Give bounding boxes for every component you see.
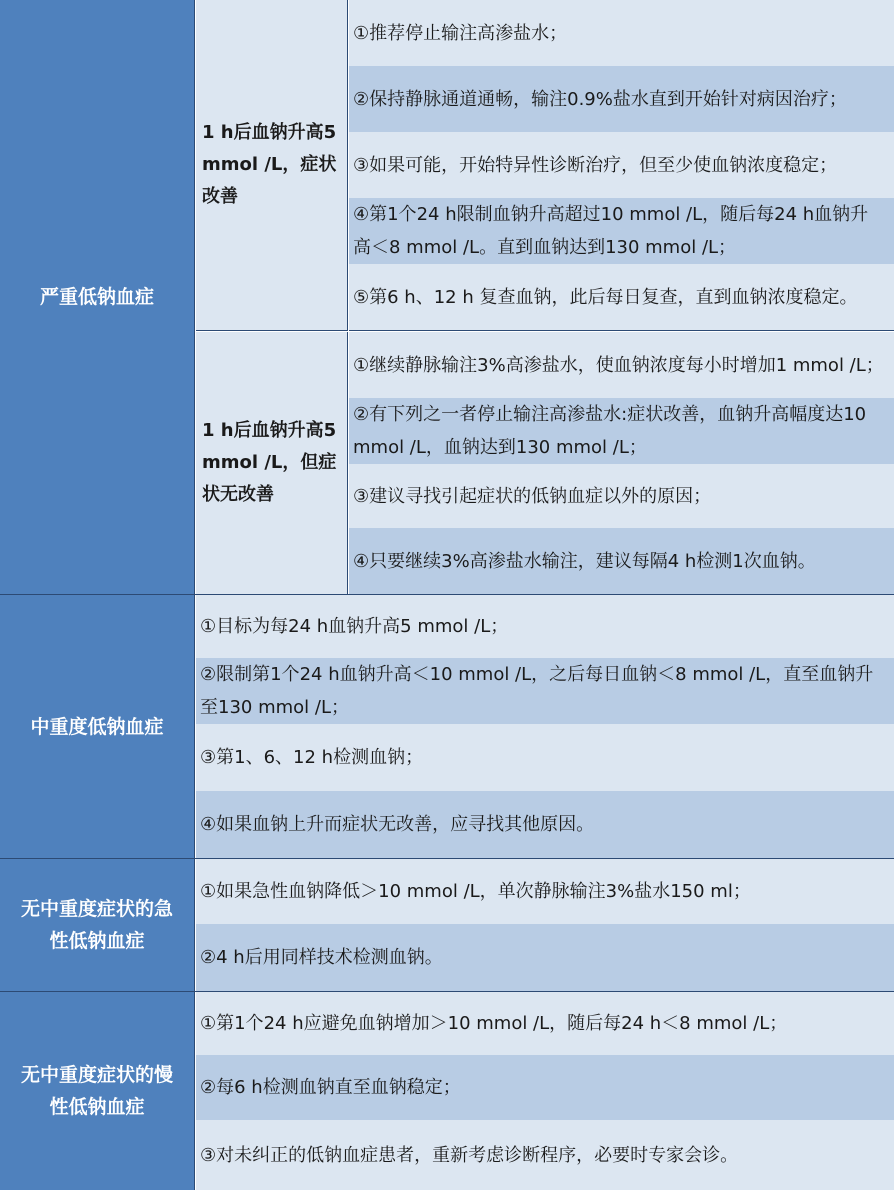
- section-moderate: [0, 595, 894, 859]
- section-chronic: [0, 992, 894, 1190]
- list-item: ④如果血钠上升而症状无改善，应寻找其他原因。: [196, 791, 894, 858]
- list-item: ⑤第6 h、12 h 复查血钠，此后每日复查，直到血钠浓度稳定。: [349, 264, 894, 331]
- list-item: ②每6 h检测血钠直至血钠稳定；: [196, 1055, 894, 1120]
- list-item: ③建议寻找引起症状的低钠血症以外的原因；: [349, 464, 894, 528]
- item-list: [196, 859, 894, 991]
- list-item: ①继续静脉输注3%高渗盐水，使血钠浓度每小时增加1 mmol /L；: [349, 332, 894, 398]
- list-item: ②保持静脉通道通畅，输注0.9%盐水直到开始针对病因治疗；: [349, 66, 894, 132]
- list-item: ④第1个24 h限制血钠升高超过10 mmol /L，随后每24 h血钠升高＜8 mmol /L。直到血钠达到130 mmol /L；: [349, 198, 894, 264]
- item-list: [196, 595, 894, 858]
- list-item: ①目标为每24 h血钠升高5 mmol /L；: [196, 595, 894, 658]
- list-item: ④只要继续3%高渗盐水输注，建议每隔4 h检测1次血钠。: [349, 528, 894, 594]
- condition-label: 1 h后血钠升高5 mmol /L，但症状无改善: [196, 332, 348, 594]
- category-label: 中重度低钠血症: [0, 595, 195, 858]
- section-acute: [0, 859, 894, 992]
- category-label: 无中重度症状的急性低钠血症: [0, 859, 195, 991]
- list-item: ②4 h后用同样技术检测血钠。: [196, 924, 894, 991]
- list-item: ②限制第1个24 h血钠升高＜10 mmol /L，之后每日血钠＜8 mmol /L，直至血钠升至130 mmol /L；: [196, 658, 894, 724]
- list-item: ③第1、6、12 h检测血钠；: [196, 724, 894, 791]
- condition-label: 1 h后血钠升高5 mmol /L，症状改善: [196, 0, 348, 331]
- item-list: [196, 992, 894, 1190]
- list-item: ①推荐停止输注高渗盐水；: [349, 0, 894, 66]
- category-label: 无中重度症状的慢性低钠血症: [0, 992, 195, 1190]
- list-item: ②有下列之一者停止输注高渗盐水:症状改善，血钠升高幅度达10 mmol /L，血钠达到130 mmol /L；: [349, 398, 894, 464]
- list-item: ③如果可能，开始特异性诊断治疗，但至少使血钠浓度稳定；: [349, 132, 894, 198]
- item-list: [349, 0, 894, 594]
- list-item: ③对未纠正的低钠血症患者，重新考虑诊断程序，必要时专家会诊。: [196, 1120, 894, 1190]
- list-item: ①如果急性血钠降低＞10 mmol /L，单次静脉输注3%盐水150 ml；: [196, 859, 894, 924]
- category-label: 严重低钠血症: [0, 0, 195, 594]
- list-item: ①第1个24 h应避免血钠增加＞10 mmol /L，随后每24 h＜8 mmol /L；: [196, 992, 894, 1055]
